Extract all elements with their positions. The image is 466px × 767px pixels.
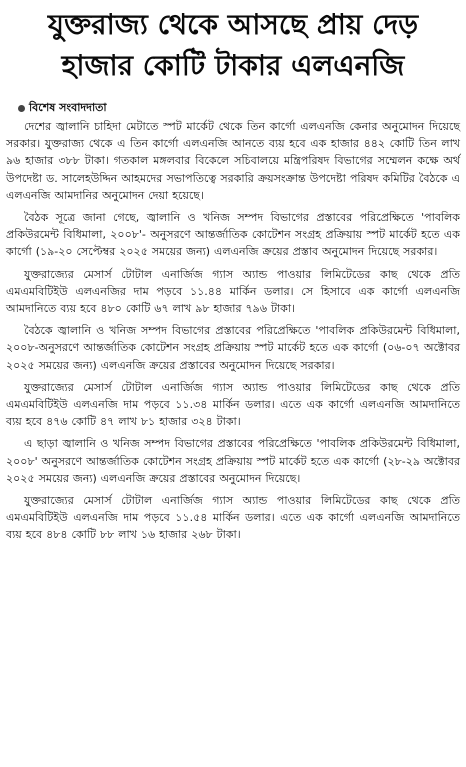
byline <box>18 100 460 116</box>
headline-line-1: যুক্তরাজ্য থেকে আসছে প্রায় দেড় <box>47 8 419 41</box>
article-body <box>6 118 460 544</box>
headline <box>6 4 460 86</box>
paragraph-3: যুক্তরাজ্যের মেসার্স টোটাল এনার্জিজ গ্যাস অ্যান্ড পাওয়ার লিমিটেডের কাছ থেকে প্রতি এমএমবিটিইউ এলএনজির দাম পড়বে ১১.৪৪ মার্কিন ডলার। সে হিসাবে এক কার্গো এলএনজি আমদানিতে ব্যয় হবে ৪৮০ কোটি ৬৭ লাখ ৯৮ হাজার ৭৯৬ টাকা। <box>6 267 460 316</box>
paragraph-1: দেশের জ্বালানি চাহিদা মেটাতে স্পট মার্কেট থেকে তিন কার্গো এলএনজি কেনার অনুমোদন দিয়েছে সরকার। যুক্তরাজ্য থেকে এ তিন কার্গো এলএনজি আনতে ব্যয় হবে এক হাজার ৪৪২ কোটি তিন লাখ ৯৬ হাজার ৩৮৮ টাকা। গতকাল মঙ্গলবার বিকেলে সচিবালয়ে মন্ত্রিপরিষদ বিভাগের সম্মেলন কক্ষে অর্থ উপদেষ্টা ড. সালেহউদ্দিন আহমদের সভাপতিত্বে সরকারি ক্রয়সংক্রান্ত উপদেষ্টা পরিষদ কমিটির বৈঠকে এ এলএনজি আমদানির অনুমোদন দেয়া হয়েছে। <box>6 120 460 202</box>
headline-line-2: হাজার কোটি টাকার এলএনজি <box>61 49 405 82</box>
paragraph-7: যুক্তরাজ্যের মেসার্স টোটাল এনার্জিজ গ্যাস অ্যান্ড পাওয়ার লিমিটেডের কাছ থেকে প্রতি এমএমবিটিইউ এলএনজি দাম পড়বে ১১.৫৪ মার্কিন ডলার। এতে এক কার্গো এলএনজি আমদানিতে ব্যয় হবে ৪৮৪ কোটি ৮৮ লাখ ১৬ হাজার ২৬৮ টাকা। <box>6 494 460 542</box>
paragraph-4: বৈঠকে জ্বালানি ও খনিজ সম্পদ বিভাগের প্রস্তাবের পরিপ্রেক্ষিতে 'পাবলিক প্রকিউরমেন্ট বিধিমালা, ২০০৮-অনুসরণে আন্তর্জাতিক কোটেশন সংগ্রহ প্রক্রিয়ায় স্পট মার্কেট হতে এক কার্গো (০৬-০৭ অক্টোবর ২০২৫ সময়ের জন্য) এলএনজি ক্রয়ের প্রস্তাবের অনুমোদন দিয়েছে সরকার। <box>6 324 460 372</box>
byline-author: বিশেষ সংবাদদাতা <box>29 101 107 114</box>
paragraph-2: বৈঠক সূত্রে জানা গেছে, জ্বালানি ও খনিজ সম্পদ বিভাগের প্রস্তাবের পরিপ্রেক্ষিতে 'পাবলিক প্রকিউরমেন্ট বিধিমালা, ২০০৮'- অনুসরণে আন্তর্জাতিক কোটেশন সংগ্রহ প্রক্রিয়ায় স্পট মার্কেট হতে এক কার্গো (১৯-২০ সেপ্টেম্বর ২০২৫ সময়ের জন্য) এলএনজি ক্রয়ের প্রস্তাব অনুমোদন দিয়েছে সরকার। <box>6 211 460 259</box>
bullet-icon <box>18 105 25 112</box>
paragraph-6: এ ছাড়া জ্বালানি ও খনিজ সম্পদ বিভাগের প্রস্তাবের পরিপ্রেক্ষিতে 'পাবলিক প্রকিউরমেন্ট বিধিমালা, ২০০৮' অনুসরণে আন্তর্জাতিক কোটেশন সংগ্রহ প্রক্রিয়ায় স্পট মার্কেট হতে এক কার্গো (২৮-২৯ অক্টোবর ২০২৫ সময়ের জন্য) এলএনজি ক্রয়ের প্রস্তাবের অনুমোদন দিয়েছে। <box>6 437 460 485</box>
paragraph-5: যুক্তরাজ্যের মেসার্স টোটাল এনার্জিজ গ্যাস অ্যান্ড পাওয়ার লিমিটেডের কাছ থেকে প্রতি এমএমবিটিইউ এলএনজি দাম পড়বে ১১.৩৪ মার্কিন ডলার। এতে এক কার্গো এলএনজি আমদানিতে ব্যয় হবে ৪৭৬ কোটি ৪৭ লাখ ৮১ হাজার ৩২৪ টাকা। <box>6 380 460 429</box>
